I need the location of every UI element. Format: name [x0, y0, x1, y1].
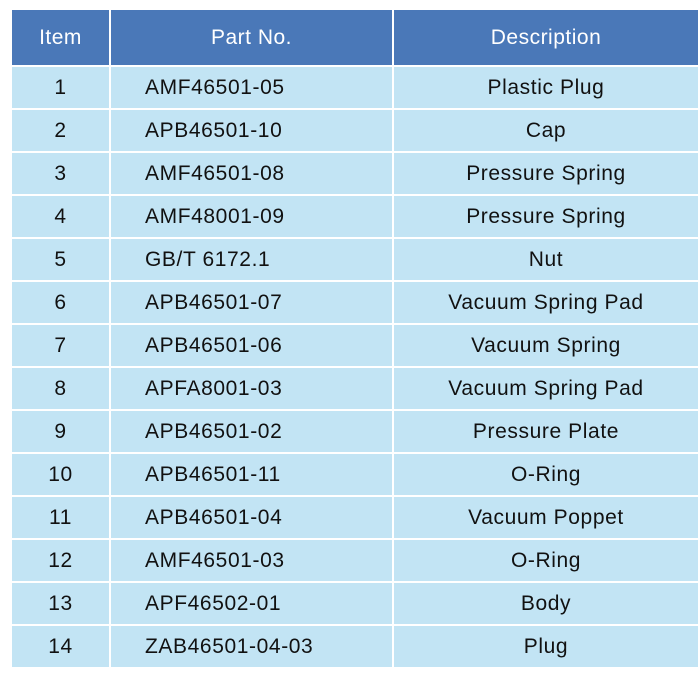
cell-description: Plug	[393, 625, 699, 668]
cell-item: 11	[11, 496, 110, 539]
table-header	[11, 9, 699, 66]
table-row	[11, 238, 699, 281]
cell-description: Vacuum Spring Pad	[393, 367, 699, 410]
cell-description: Pressure Spring	[393, 152, 699, 195]
cell-item: 2	[11, 109, 110, 152]
cell-item: 14	[11, 625, 110, 668]
cell-description: Pressure Plate	[393, 410, 699, 453]
cell-item: 4	[11, 195, 110, 238]
header-description: Description	[393, 9, 699, 66]
table-row	[11, 66, 699, 109]
cell-item: 8	[11, 367, 110, 410]
header-part-no: Part No.	[110, 9, 393, 66]
table-row	[11, 367, 699, 410]
cell-item: 9	[11, 410, 110, 453]
cell-part-no: APFA8001-03	[110, 367, 393, 410]
cell-item: 1	[11, 66, 110, 109]
cell-item: 13	[11, 582, 110, 625]
cell-description: Vacuum Spring	[393, 324, 699, 367]
table-row	[11, 539, 699, 582]
cell-description: O-Ring	[393, 453, 699, 496]
cell-part-no: AMF46501-03	[110, 539, 393, 582]
header-item: Item	[11, 9, 110, 66]
cell-description: Vacuum Spring Pad	[393, 281, 699, 324]
cell-part-no: AMF46501-08	[110, 152, 393, 195]
cell-item: 5	[11, 238, 110, 281]
cell-description: Cap	[393, 109, 699, 152]
table-row	[11, 582, 699, 625]
cell-description: O-Ring	[393, 539, 699, 582]
table-row	[11, 324, 699, 367]
cell-item: 7	[11, 324, 110, 367]
cell-part-no: ZAB46501-04-03	[110, 625, 393, 668]
header-row	[11, 9, 699, 66]
cell-part-no: APB46501-06	[110, 324, 393, 367]
cell-part-no: APB46501-02	[110, 410, 393, 453]
cell-part-no: GB/T 6172.1	[110, 238, 393, 281]
cell-item: 6	[11, 281, 110, 324]
cell-part-no: APB46501-04	[110, 496, 393, 539]
cell-description: Nut	[393, 238, 699, 281]
table-row	[11, 625, 699, 668]
cell-item: 3	[11, 152, 110, 195]
cell-description: Vacuum Poppet	[393, 496, 699, 539]
table-row	[11, 152, 699, 195]
cell-item: 12	[11, 539, 110, 582]
table-row	[11, 195, 699, 238]
cell-part-no: APB46501-10	[110, 109, 393, 152]
cell-part-no: APF46502-01	[110, 582, 393, 625]
table-row	[11, 410, 699, 453]
parts-table-container	[10, 8, 698, 696]
table-row	[11, 281, 699, 324]
cell-item: 10	[11, 453, 110, 496]
cell-description: Body	[393, 582, 699, 625]
table-row	[11, 109, 699, 152]
table-body	[11, 66, 699, 668]
cell-description: Pressure Spring	[393, 195, 699, 238]
table-row	[11, 453, 699, 496]
table-row	[11, 496, 699, 539]
cell-part-no: AMF48001-09	[110, 195, 393, 238]
parts-table	[10, 8, 700, 669]
cell-part-no: AMF46501-05	[110, 66, 393, 109]
cell-description: Plastic Plug	[393, 66, 699, 109]
cell-part-no: APB46501-11	[110, 453, 393, 496]
cell-part-no: APB46501-07	[110, 281, 393, 324]
